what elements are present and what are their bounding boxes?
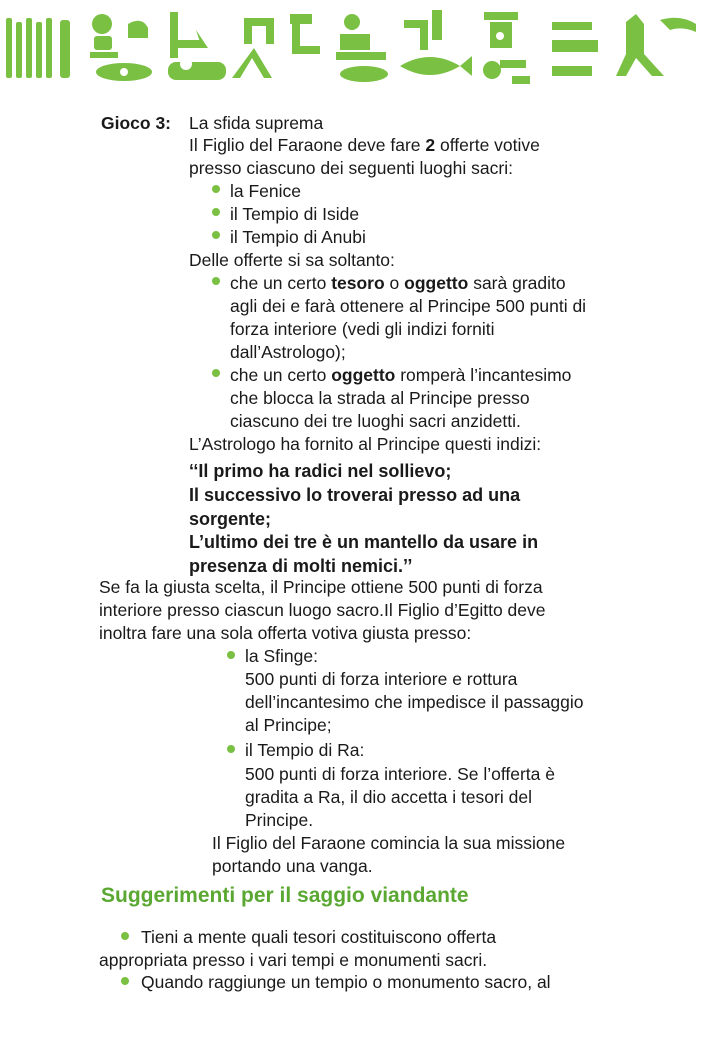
riddle-line: sorgente; — [189, 509, 272, 529]
place-item: il Tempio di Iside — [230, 204, 360, 224]
extra-place-title: la Sfinge: — [245, 646, 318, 666]
result-line: inoltra fare una sola offerta votiva giusta presso: — [99, 623, 472, 643]
place-item: la Fenice — [230, 181, 302, 201]
intro-text-a: Il Figlio del Faraone deve fare — [189, 135, 421, 155]
closing-line: portando una vanga. — [212, 856, 373, 876]
extra-place-title: il Tempio di Ra: — [245, 740, 365, 760]
bullet-icon — [212, 185, 220, 193]
bullet-icon — [121, 932, 129, 940]
intro-line-1 — [189, 134, 540, 156]
extra-detail: dell’incantesimo che impedisce il passaggio — [245, 692, 584, 712]
extra-detail: 500 punti di forza interiore e rottura — [245, 669, 518, 689]
tip-line: Tieni a mente quali tesori costituiscono offerta — [141, 927, 497, 947]
bullet-icon — [212, 369, 220, 377]
intro-number: 2 — [425, 135, 436, 155]
fact-a-line-3: forza interiore (vedi gli indizi forniti — [230, 319, 495, 339]
fact-keyword: oggetto — [404, 273, 469, 293]
bullet-icon — [227, 651, 235, 659]
fact-b-line-3: ciascuno dei tre luoghi sacri anzidetti. — [230, 411, 521, 431]
riddle-line: presenza di molti nemici.’’ — [189, 556, 413, 576]
fact-keyword: tesoro — [331, 273, 385, 293]
fact-text: romperà l’incantesimo — [400, 365, 572, 385]
fact-a-line-1 — [230, 272, 566, 294]
tip-line: appropriata presso i vari tempi e monumenti sacri. — [99, 950, 488, 970]
hieroglyph-frieze-icon — [0, 0, 714, 100]
bullet-icon — [212, 277, 220, 285]
bullet-icon — [212, 208, 220, 216]
result-line: Se fa la giusta scelta, il Principe ottiene 500 punti di forza — [99, 577, 543, 597]
place-item: il Tempio di Anubi — [230, 227, 366, 247]
result-line: interiore presso ciascun luogo sacro.Il Figlio d’Egitto deve — [99, 600, 546, 620]
fact-keyword: oggetto — [331, 365, 396, 385]
known-heading: Delle offerte si sa soltanto: — [189, 250, 395, 270]
fact-text: o — [389, 273, 400, 293]
fact-text: sarà gradito — [473, 273, 566, 293]
bullet-icon — [212, 231, 220, 239]
extra-detail: 500 punti di forza interiore. Se l’offerta è — [245, 764, 556, 784]
intro-line-2: presso ciascuno dei seguenti luoghi sacri: — [189, 158, 513, 178]
fact-text: che un certo — [230, 273, 327, 293]
tips-heading: Suggerimenti per il saggio viandante — [101, 884, 469, 907]
riddle-line: ‘‘Il primo ha radici nel sollievo; — [189, 461, 452, 481]
game-title: La sfida suprema — [189, 113, 324, 133]
tip-line: Quando raggiunge un tempio o monumento sacro, al — [141, 972, 551, 992]
fact-a-line-2: agli dei e farà ottenere al Principe 500 punti di — [230, 296, 587, 316]
fact-b-line-1 — [230, 364, 571, 386]
extra-detail: al Principe; — [245, 715, 332, 735]
fact-text: che un certo — [230, 365, 327, 385]
bullet-icon — [121, 977, 129, 985]
bullet-icon — [227, 745, 235, 753]
extra-detail: gradita a Ra, il dio accetta i tesori del — [245, 787, 532, 807]
extra-detail: Principe. — [245, 810, 314, 830]
fact-a-line-4: dall’Astrologo); — [230, 342, 346, 362]
intro-text-b: offerte votive — [440, 135, 540, 155]
fact-b-line-2: che blocca la strada al Principe presso — [230, 388, 530, 408]
riddle-line: L’ultimo dei tre è un mantello da usare in — [189, 532, 539, 552]
astrologer-line: L’Astrologo ha fornito al Principe questi indizi: — [189, 434, 542, 454]
closing-line: Il Figlio del Faraone comincia la sua missione — [212, 833, 566, 853]
riddle-line: Il successivo lo troverai presso ad una — [189, 485, 521, 505]
game-label: Gioco 3: — [101, 113, 172, 133]
